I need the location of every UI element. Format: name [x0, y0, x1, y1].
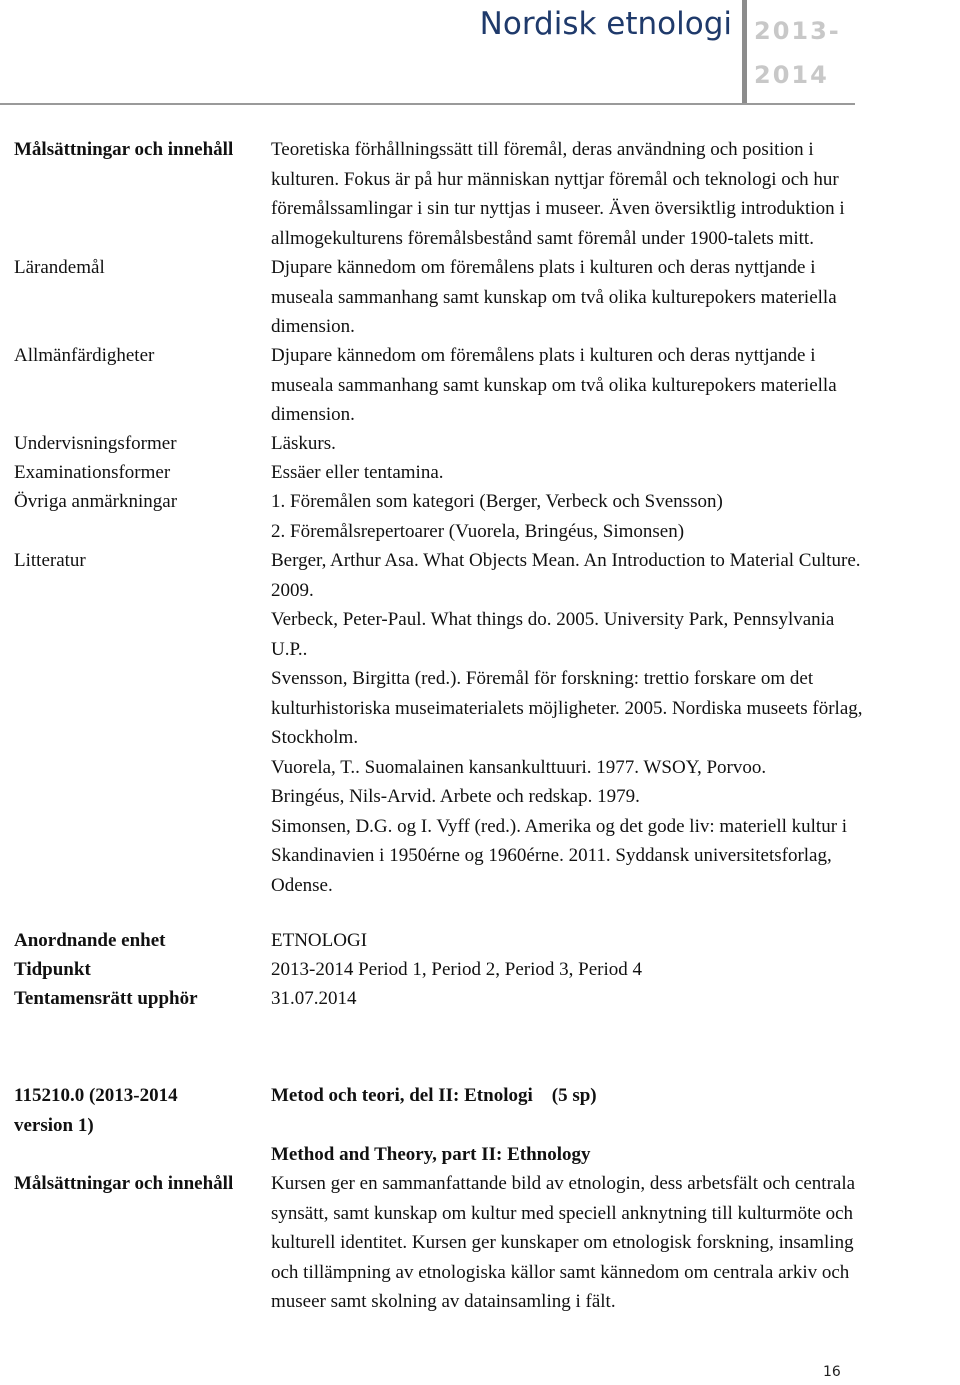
text-line: 1. Föremålen som kategori (Berger, Verbeck och Svensson)	[271, 491, 723, 512]
text-line: Djupare kännedom om föremålens plats i kulturen och deras nyttjande i	[271, 257, 816, 278]
text-line: ETNOLOGI	[271, 930, 368, 951]
field-value	[271, 135, 960, 253]
header-divider	[742, 0, 747, 104]
text-line: 2. Föremålsrepertoarer (Vuorela, Bringéus, Simonsen)	[271, 520, 685, 542]
header-rule	[0, 103, 855, 105]
header-year-line2: 2014	[754, 61, 829, 89]
field-label: Allmänfärdigheter	[14, 345, 155, 366]
literature-line: 2009.	[271, 579, 314, 601]
text-line: museer samt skolning av datainsamling i fält.	[271, 1291, 616, 1312]
text-line: Kursen ger en sammanfattande bild av etnologin, dess arbetsfält och centrala	[271, 1173, 856, 1194]
text-line: Teoretiska förhållningssätt till föremål, deras användning och position i	[271, 139, 814, 160]
spacer-line	[271, 1111, 960, 1141]
field-label: Anordnande enhet	[14, 930, 166, 951]
field-label: Målsättningar och innehåll	[14, 139, 234, 160]
literature-line: Stockholm.	[271, 727, 359, 748]
field-label: Examinationsformer	[14, 462, 171, 483]
page-header	[0, 0, 960, 105]
field-label: Litteratur	[14, 550, 86, 571]
header-title: Nordisk etnologi	[479, 6, 732, 42]
literature-line: Odense.	[271, 874, 333, 896]
field-value	[271, 341, 960, 430]
text-line: och tillämpning av etnologiska källor samt kännedom om centrala arkiv och	[271, 1261, 850, 1283]
text-line: Essäer eller tentamina.	[271, 462, 444, 483]
literature-line: U.P..	[271, 638, 308, 660]
text-line: 2013-2014 Period 1, Period 2, Period 3, Period 4	[271, 959, 643, 980]
text-line: kulturell identitet. Kursen ger kunskaper om etnologisk forskning, insamling	[271, 1232, 854, 1253]
course-code-line: version 1)	[14, 1114, 94, 1136]
text-line: kulturen. Fokus är på hur människan nyttjar föremål och teknologi och hur	[271, 168, 839, 190]
text-line: 31.07.2014	[271, 988, 357, 1009]
literature-line: Bringéus, Nils-Arvid. Arbete och redskap. 1979.	[271, 786, 640, 807]
text-line: dimension.	[271, 316, 355, 337]
page-number: 16	[823, 1364, 841, 1380]
literature-line: kulturhistoriska museimaterialets möjligheter. 2005. Nordiska museets förlag,	[271, 697, 863, 719]
field-value	[271, 926, 960, 956]
literature-line: Vuorela, T.. Suomalainen kansankulttuuri. 1977. WSOY, Porvoo.	[271, 756, 767, 778]
text-line: dimension.	[271, 404, 355, 425]
literature-list	[271, 546, 960, 900]
text-line: Läskurs.	[271, 433, 336, 454]
literature-line: Svensson, Birgitta (red.). Föremål för forskning: trettio forskare om det	[271, 668, 814, 689]
course-code-line: 115210.0 (2013-2014	[14, 1085, 178, 1106]
field-label: Lärandemål	[14, 257, 105, 278]
field-label: Målsättningar och innehåll	[14, 1173, 234, 1194]
field-label: Övriga anmärkningar	[14, 491, 178, 512]
text-line: allmogekulturens föremålsbestånd samt föremål under 1900-talets mitt.	[271, 227, 814, 249]
text-line: föremålssamlingar i sin tur nyttjas i museer. Även översiktlig introduktion i	[271, 198, 845, 219]
text-line: museala sammanhang samt kunskap om två olika kulturepokers materiella	[271, 374, 837, 396]
course-title-en: Method and Theory, part II: Ethnology	[271, 1144, 591, 1165]
field-value	[271, 458, 960, 488]
field-value	[271, 487, 960, 546]
course-title-sv: Metod och teori, del II: Etnologi (5 sp)	[271, 1085, 597, 1106]
field-value	[271, 984, 960, 1014]
field-value	[271, 1169, 960, 1317]
field-label: Tidpunkt	[14, 959, 91, 980]
literature-line: Simonsen, D.G. og I. Vyff (red.). Amerika og det gode liv: materiell kultur i	[271, 815, 848, 837]
field-value	[271, 955, 960, 985]
header-year-line1: 2013-	[754, 17, 841, 45]
literature-line: Skandinavien i 1950érne og 1960érne. 2011. Syddansk universitetsforlag,	[271, 845, 832, 866]
field-label: Undervisningsformer	[14, 433, 177, 454]
literature-line: Berger, Arthur Asa. What Objects Mean. An Introduction to Material Culture.	[271, 550, 861, 571]
course-code	[14, 1081, 272, 1140]
literature-line: Verbeck, Peter-Paul. What things do. 2005. University Park, Pennsylvania	[271, 609, 835, 630]
text-line: museala sammanhang samt kunskap om två olika kulturepokers materiella	[271, 286, 837, 308]
field-value	[271, 429, 960, 459]
text-line: synsätt, samt kunskap om kultur med speciell anknytning till kulturmöte och	[271, 1202, 854, 1224]
field-label: Tentamensrätt upphör	[14, 988, 198, 1009]
field-value	[271, 253, 960, 342]
course-titles	[271, 1081, 960, 1170]
text-line: Djupare kännedom om föremålens plats i kulturen och deras nyttjande i	[271, 345, 816, 366]
